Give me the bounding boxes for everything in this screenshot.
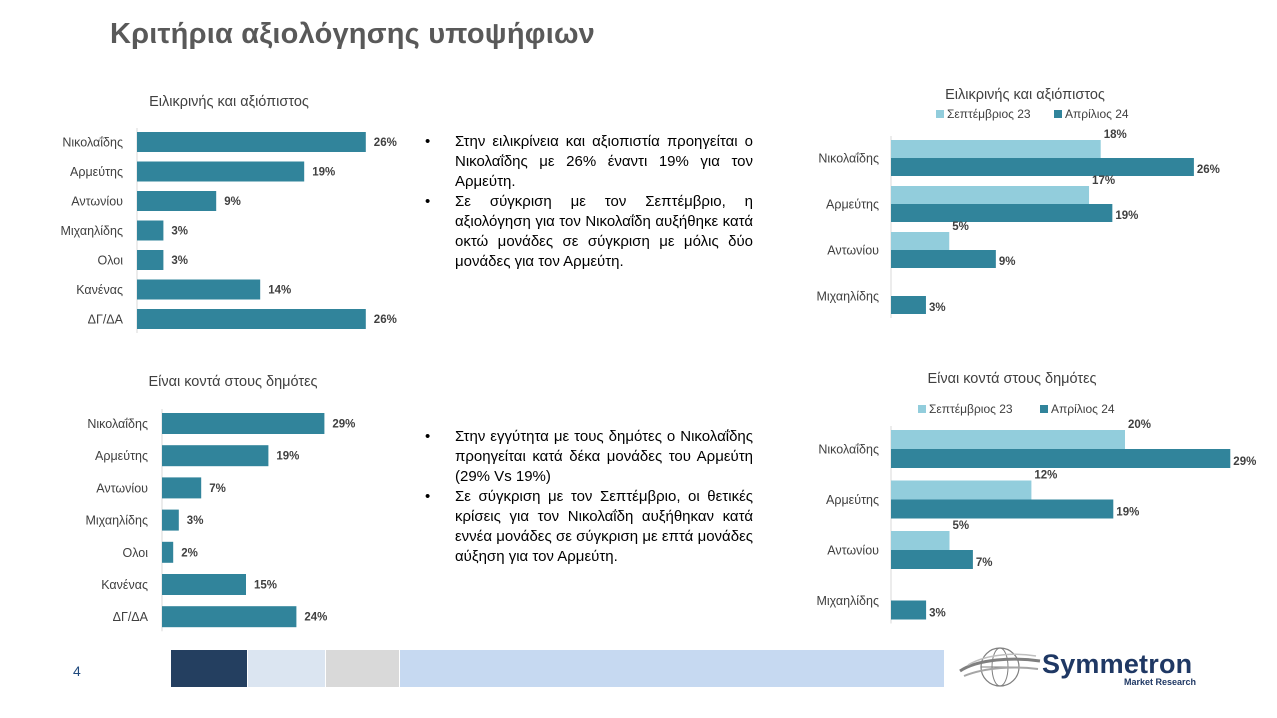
footer-bar-pale <box>248 650 325 687</box>
data-label: 3% <box>171 255 189 267</box>
chart-honest-reliable-comparison <box>790 82 1220 322</box>
category-label: Μιχαηλίδης <box>85 513 148 528</box>
legend-label: Σεπτέμβριος 23 <box>947 107 1031 121</box>
bullet-item: • Στην ειλικρίνεια και αξιοπιστία προηγείται ο Νικολαΐδης με 26% έναντι 19% για τον Αρμεύτη. <box>425 132 753 192</box>
bar <box>891 186 1089 204</box>
legend-label: Σεπτέμβριος 23 <box>929 402 1013 416</box>
bar <box>162 574 246 595</box>
bar <box>891 500 1113 519</box>
data-label: 20% <box>1128 419 1152 431</box>
data-label: 7% <box>975 557 993 569</box>
data-label: 29% <box>1233 456 1257 468</box>
bar <box>891 430 1125 449</box>
category-label: Αντωνίου <box>96 481 148 496</box>
data-label: 3% <box>171 225 189 238</box>
bar <box>162 606 296 627</box>
page-number: 4 <box>73 663 81 679</box>
category-label: Μιχαηλίδης <box>60 224 123 238</box>
data-label: 17% <box>1092 175 1116 187</box>
legend-swatch <box>936 110 944 118</box>
footer-bar-gray <box>326 650 399 687</box>
category-label: Αντωνίου <box>71 194 123 209</box>
bar <box>162 413 324 434</box>
data-label: 18% <box>1103 129 1127 141</box>
chart-title: Ειλικρινής και αξιόπιστος <box>945 87 1105 103</box>
data-label: 3% <box>928 302 946 314</box>
category-label: Αρμεύτης <box>826 197 879 212</box>
chart-title: Είναι κοντά στους δημότες <box>148 374 318 390</box>
category-label: Νικολαΐδης <box>62 135 123 150</box>
bar <box>137 250 163 270</box>
data-label: 3% <box>186 515 204 528</box>
category-label: Νικολαΐδης <box>87 417 148 431</box>
legend-swatch <box>1054 110 1062 118</box>
footer-bar-dark <box>171 650 247 687</box>
category-label: Νικολαΐδης <box>818 442 879 457</box>
logo-subtitle: Market Research <box>1124 677 1197 687</box>
data-label: 9% <box>224 196 241 208</box>
bar <box>162 477 201 498</box>
bar <box>891 296 926 314</box>
bar <box>891 250 996 268</box>
data-label: 5% <box>952 520 970 532</box>
category-label: Αρμεύτης <box>826 493 879 507</box>
category-label: Ολοι <box>97 253 123 268</box>
bar <box>137 280 260 300</box>
data-label: 26% <box>373 137 397 149</box>
data-label: 19% <box>1116 506 1140 519</box>
chart-close-to-citizens-comparison <box>790 366 1257 628</box>
bar <box>137 132 366 152</box>
bar <box>891 232 949 250</box>
data-label: 19% <box>312 166 336 179</box>
bar <box>891 140 1101 158</box>
commentary-close-to-citizens <box>425 427 753 567</box>
category-label: Αρμεύτης <box>70 165 123 179</box>
data-label: 12% <box>1034 469 1058 482</box>
page-title: Κριτήρια αξιολόγησης υποψήφιων <box>110 18 595 50</box>
category-label: ΔΓ/ΔΑ <box>112 610 148 625</box>
globe-swoosh-icon <box>958 645 1042 689</box>
category-label: Κανένας <box>76 283 123 297</box>
category-label: Αρμεύτης <box>95 449 148 464</box>
category-label: Αντωνίου <box>827 243 879 258</box>
data-label: 9% <box>998 256 1016 268</box>
bullet-item: • Σε σύγκριση με τον Σεπτέμβριο, η αξιολόγηση για τον Νικολαΐδη αυξήθηκε κατά οκτώ μονάδες σε σύγκριση με μόλις δύο μονάδες για τον Αρμεύτη. <box>425 192 753 272</box>
chart-title: Ειλικρινής και αξιόπιστος <box>149 94 309 110</box>
bar <box>137 191 216 211</box>
legend-label: Απρίλιος 24 <box>1065 107 1129 121</box>
chart-honest-reliable-single <box>0 85 420 335</box>
category-label: Μιχαηλίδης <box>816 594 879 608</box>
commentary-honest-reliable <box>425 132 753 272</box>
data-label: 5% <box>952 221 969 233</box>
bar <box>891 449 1230 468</box>
bar <box>162 445 268 466</box>
category-label: Μιχαηλίδης <box>816 289 879 304</box>
data-label: 3% <box>929 607 946 620</box>
footer-bar-blue <box>400 650 944 687</box>
bar <box>891 204 1112 222</box>
bar <box>891 531 950 550</box>
data-label: 2% <box>181 547 198 560</box>
data-label: 15% <box>254 579 278 592</box>
bar <box>162 542 173 563</box>
data-label: 7% <box>209 482 226 495</box>
bar <box>137 162 304 182</box>
category-label: Κανένας <box>101 578 148 592</box>
category-label: ΔΓ/ΔΑ <box>87 312 123 327</box>
data-label: 26% <box>373 314 397 326</box>
data-label: 24% <box>304 611 328 624</box>
bar <box>137 309 366 329</box>
legend-label: Απρίλιος 24 <box>1051 402 1115 416</box>
logo-name: Symmetron <box>1042 649 1193 679</box>
bar <box>162 510 179 531</box>
bar <box>891 550 973 569</box>
data-label: 19% <box>1115 210 1139 222</box>
bar <box>891 158 1194 176</box>
data-label: 14% <box>268 284 292 297</box>
bullet-item: • Σε σύγκριση με τον Σεπτέμβριο, οι θετικές κρίσεις για τον Νικολαΐδη αυξήθηκαν κατά εννέα μονάδες σε σύγκριση με επτά μονάδες αύξηση για τον Αρμεύτη. <box>425 487 753 567</box>
bullet-item: • Στην εγγύτητα με τους δημότες ο Νικολαΐδης προηγείται κατά δέκα μονάδες του Αρμεύτη (29% Vs 19%) <box>425 427 753 487</box>
legend-swatch <box>918 405 926 413</box>
category-label: Νικολαΐδης <box>818 151 879 166</box>
symmetron-logo <box>958 645 1218 689</box>
data-label: 19% <box>276 450 300 463</box>
data-label: 26% <box>1196 164 1220 176</box>
legend-swatch <box>1040 405 1048 413</box>
bar <box>891 481 1031 500</box>
chart-title: Είναι κοντά στους δημότες <box>927 371 1097 387</box>
bar <box>891 601 926 620</box>
category-label: Αντωνίου <box>827 543 879 558</box>
chart-close-to-citizens-single <box>0 368 420 630</box>
category-label: Ολοι <box>122 545 148 560</box>
bar <box>137 221 163 241</box>
data-label: 29% <box>332 418 356 431</box>
